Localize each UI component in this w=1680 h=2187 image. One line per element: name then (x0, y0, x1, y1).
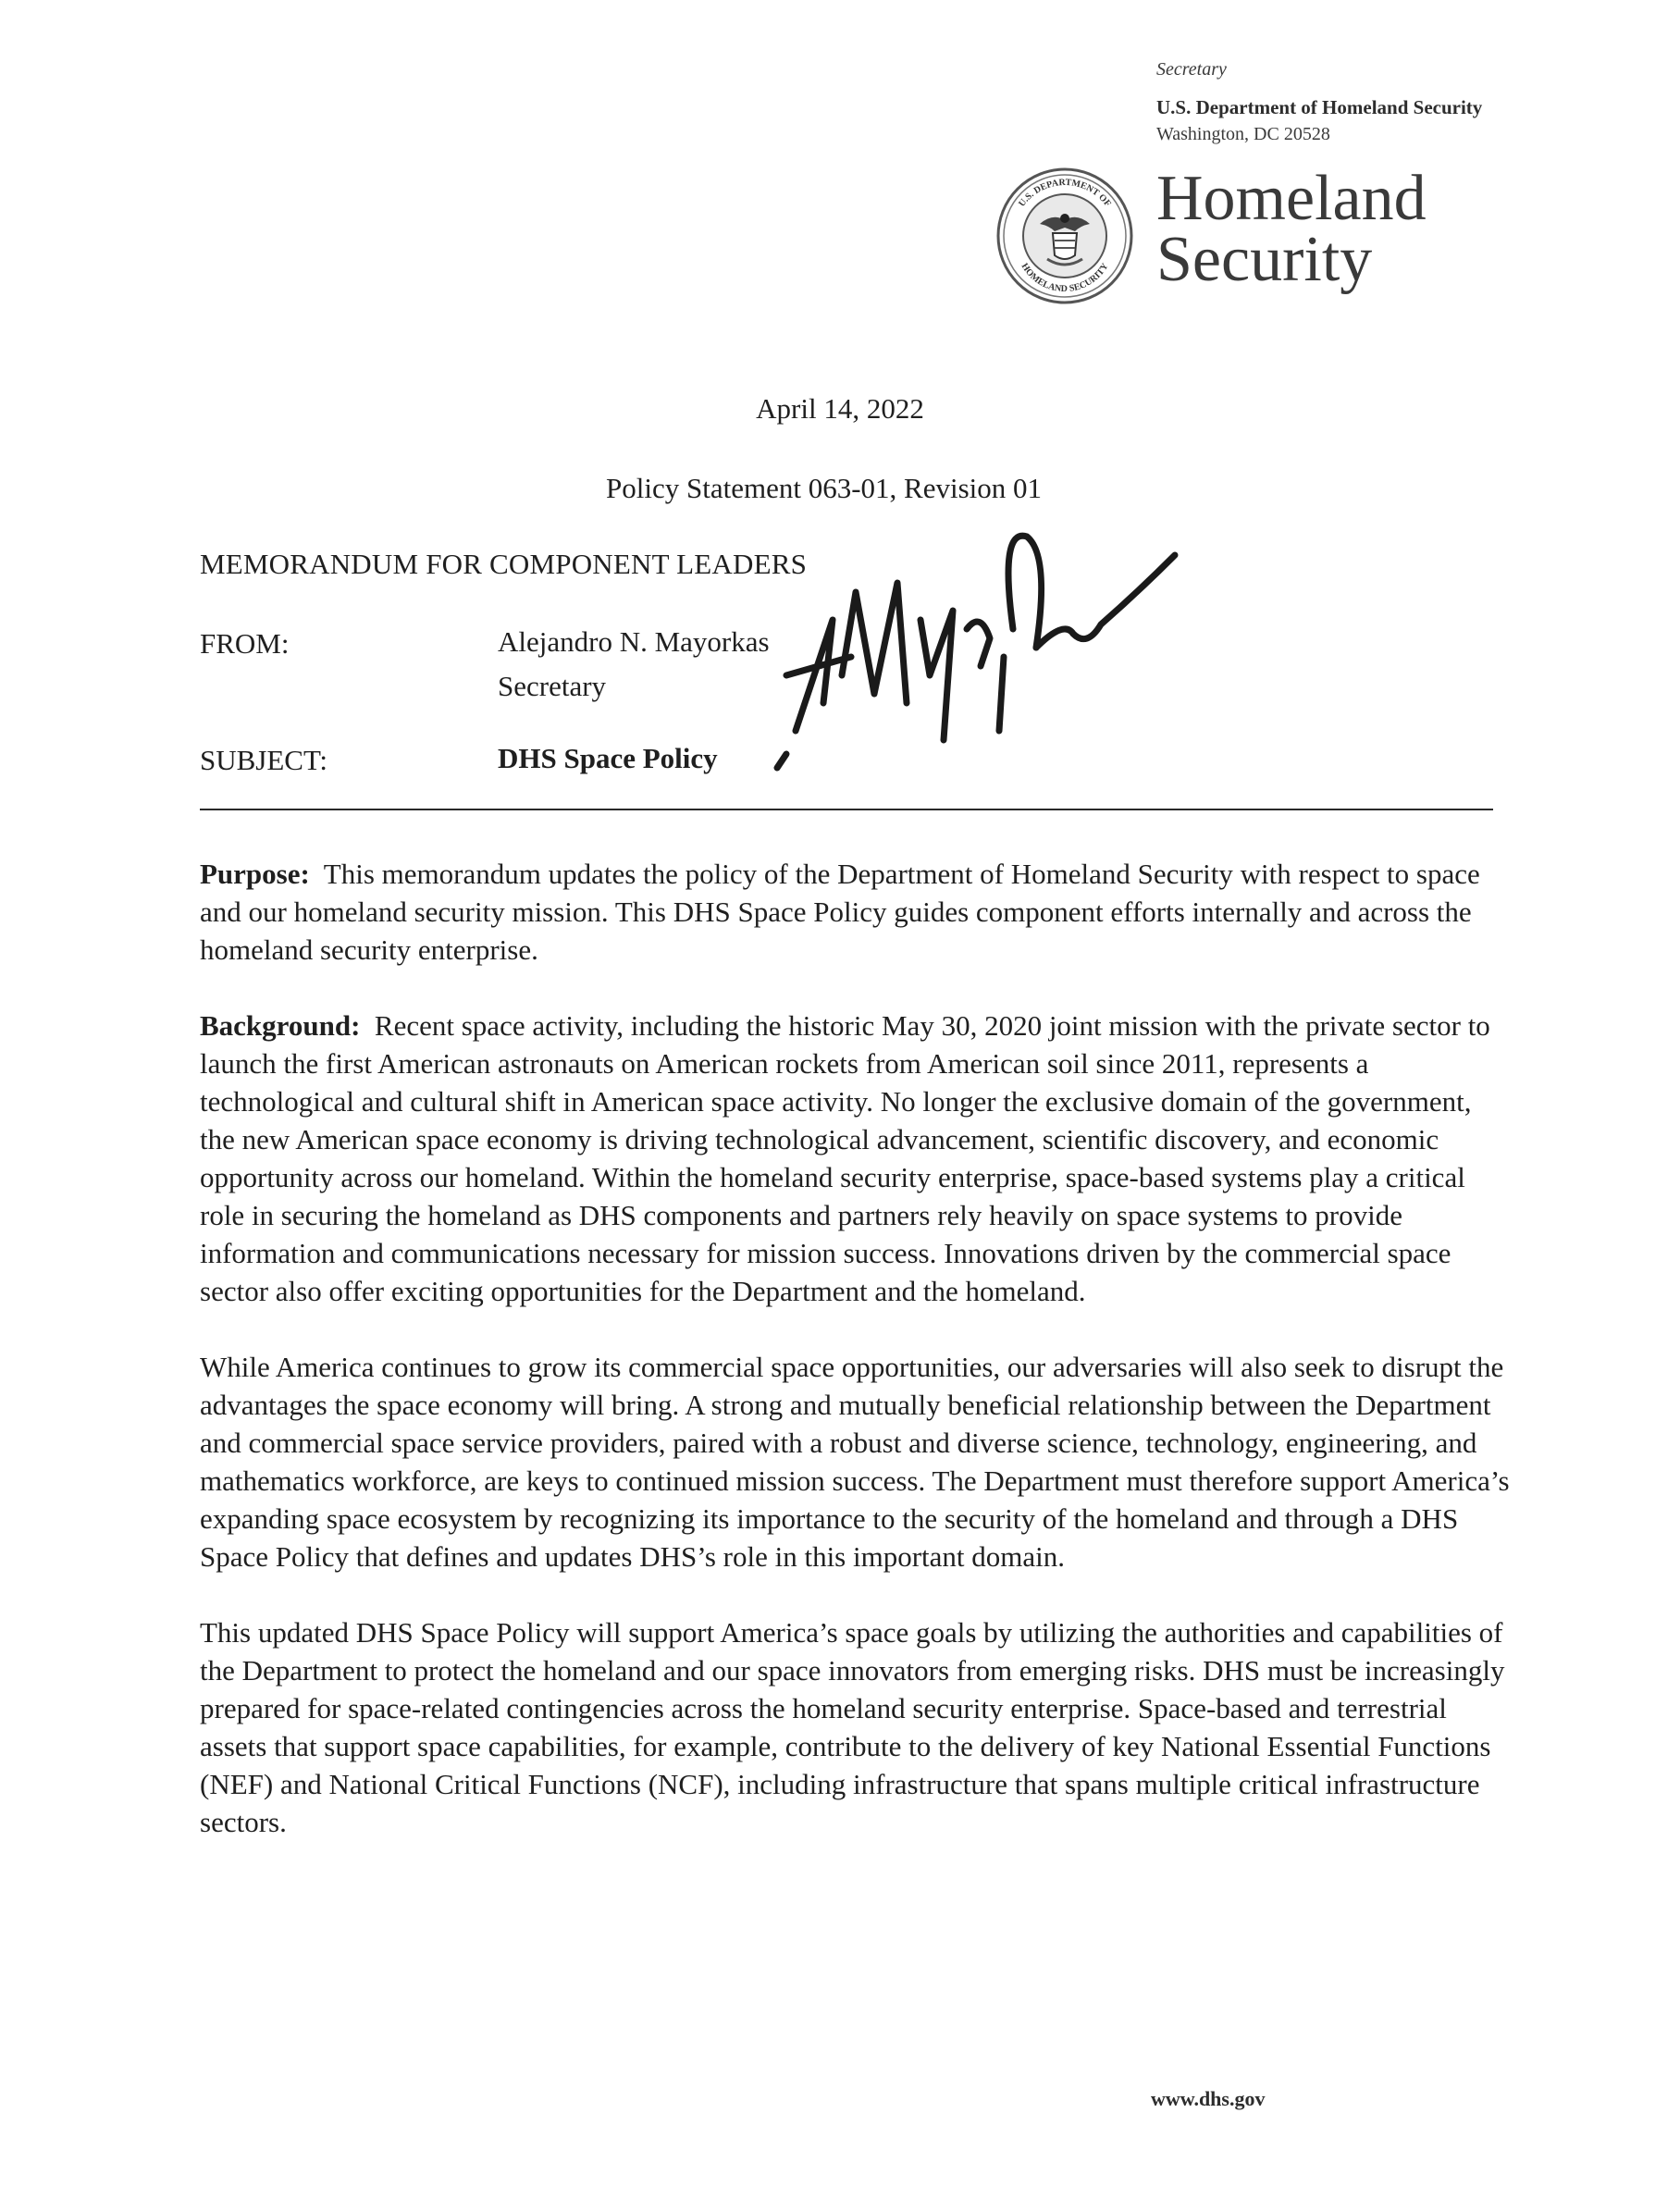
subject-label: SUBJECT: (200, 744, 327, 776)
seal-text-bottom: HOMELAND SECURITY (1019, 261, 1111, 295)
body-paragraph-4: This updated DHS Space Policy will support America’s space goals by utilizing the authorities and capabilities of the Department to protect the homeland and our space innovators from emerging risks. DHS must be increasingly prepared for space-related contingencies across the homeland security enterprise. Space-based and terrestrial assets that support space capabilities, for example, contribute to the delivery of key National Essential Functions (NEF) and National Critical Functions (NCF), including infrastructure that spans multiple critical infrastructure sectors. (200, 1616, 1505, 1838)
dhs-seal-icon (995, 167, 1134, 305)
background-paragraph (200, 1007, 1513, 1310)
background-lead: Background: (200, 1009, 361, 1042)
seal-text-top: U.S. DEPARTMENT OF (1017, 177, 1113, 209)
letterhead-department: U.S. Department of Homeland Security (1156, 96, 1483, 118)
handwritten-signature (768, 518, 1184, 786)
background-text: Recent space activity, including the historic May 30, 2020 joint mission with the private sector to launch the first American astronauts on American rockets from American soil since 2011, represents a technological and cultural shift in American space activity. No longer the exclusive domain of the government, the new American space economy is driving technological advancement, scientific discovery, and economic opportunity across our homeland. Within the homeland security enterprise, space-based systems play a critical role in securing the homeland as DHS components and partners rely heavily on space systems to provide information and communications necessary for mission success. Innovations driven by the commercial space sector also offer exciting opportunities for the Department and the homeland. (200, 1009, 1490, 1307)
memo-date-text: April 14, 2022 (756, 392, 924, 425)
from-label: FROM: (200, 627, 290, 660)
footer-website: www.dhs.gov (1151, 2087, 1266, 2110)
wordmark-line-2: Security (1156, 224, 1373, 295)
wordmark-line-1: Homeland (1156, 163, 1427, 234)
body-paragraph-3: While America continues to grow its commercial space opportunities, our adversaries will also seek to disrupt the advantages the space economy will bring. A strong and mutually beneficial relationship between the Department and commercial space service providers, paired with a robust and diverse science, technology, engineering, and mathematics workforce, are keys to continued mission success. The Department must therefore support America’s expanding space ecosystem by recognizing its importance to the security of the homeland and through a DHS Space Policy that defines and updates DHS’s role in this important domain. (200, 1351, 1510, 1573)
homeland-security-wordmark (1156, 163, 1427, 295)
subject-value: DHS Space Policy (498, 742, 718, 774)
header-divider (200, 809, 1493, 810)
from-value (498, 620, 770, 709)
letterhead-secretary: Secretary (1156, 59, 1227, 80)
from-title: Secretary (498, 670, 607, 702)
memo-body (200, 855, 1513, 1879)
letterhead-address: Washington, DC 20528 (1156, 124, 1330, 144)
purpose-lead: Purpose: (200, 858, 310, 890)
memo-date (0, 392, 1680, 426)
memorandum-for: MEMORANDUM FOR COMPONENT LEADERS (200, 548, 808, 580)
purpose-text: This memorandum updates the policy of the Department of Homeland Security with respect to space and our homeland security mission. This DHS Space Policy guides component efforts internally and across the homeland security enterprise. (200, 858, 1480, 966)
purpose-paragraph (200, 855, 1513, 969)
from-name: Alejandro N. Mayorkas (498, 625, 770, 658)
policy-statement: Policy Statement 063-01, Revision 01 (606, 472, 1042, 504)
